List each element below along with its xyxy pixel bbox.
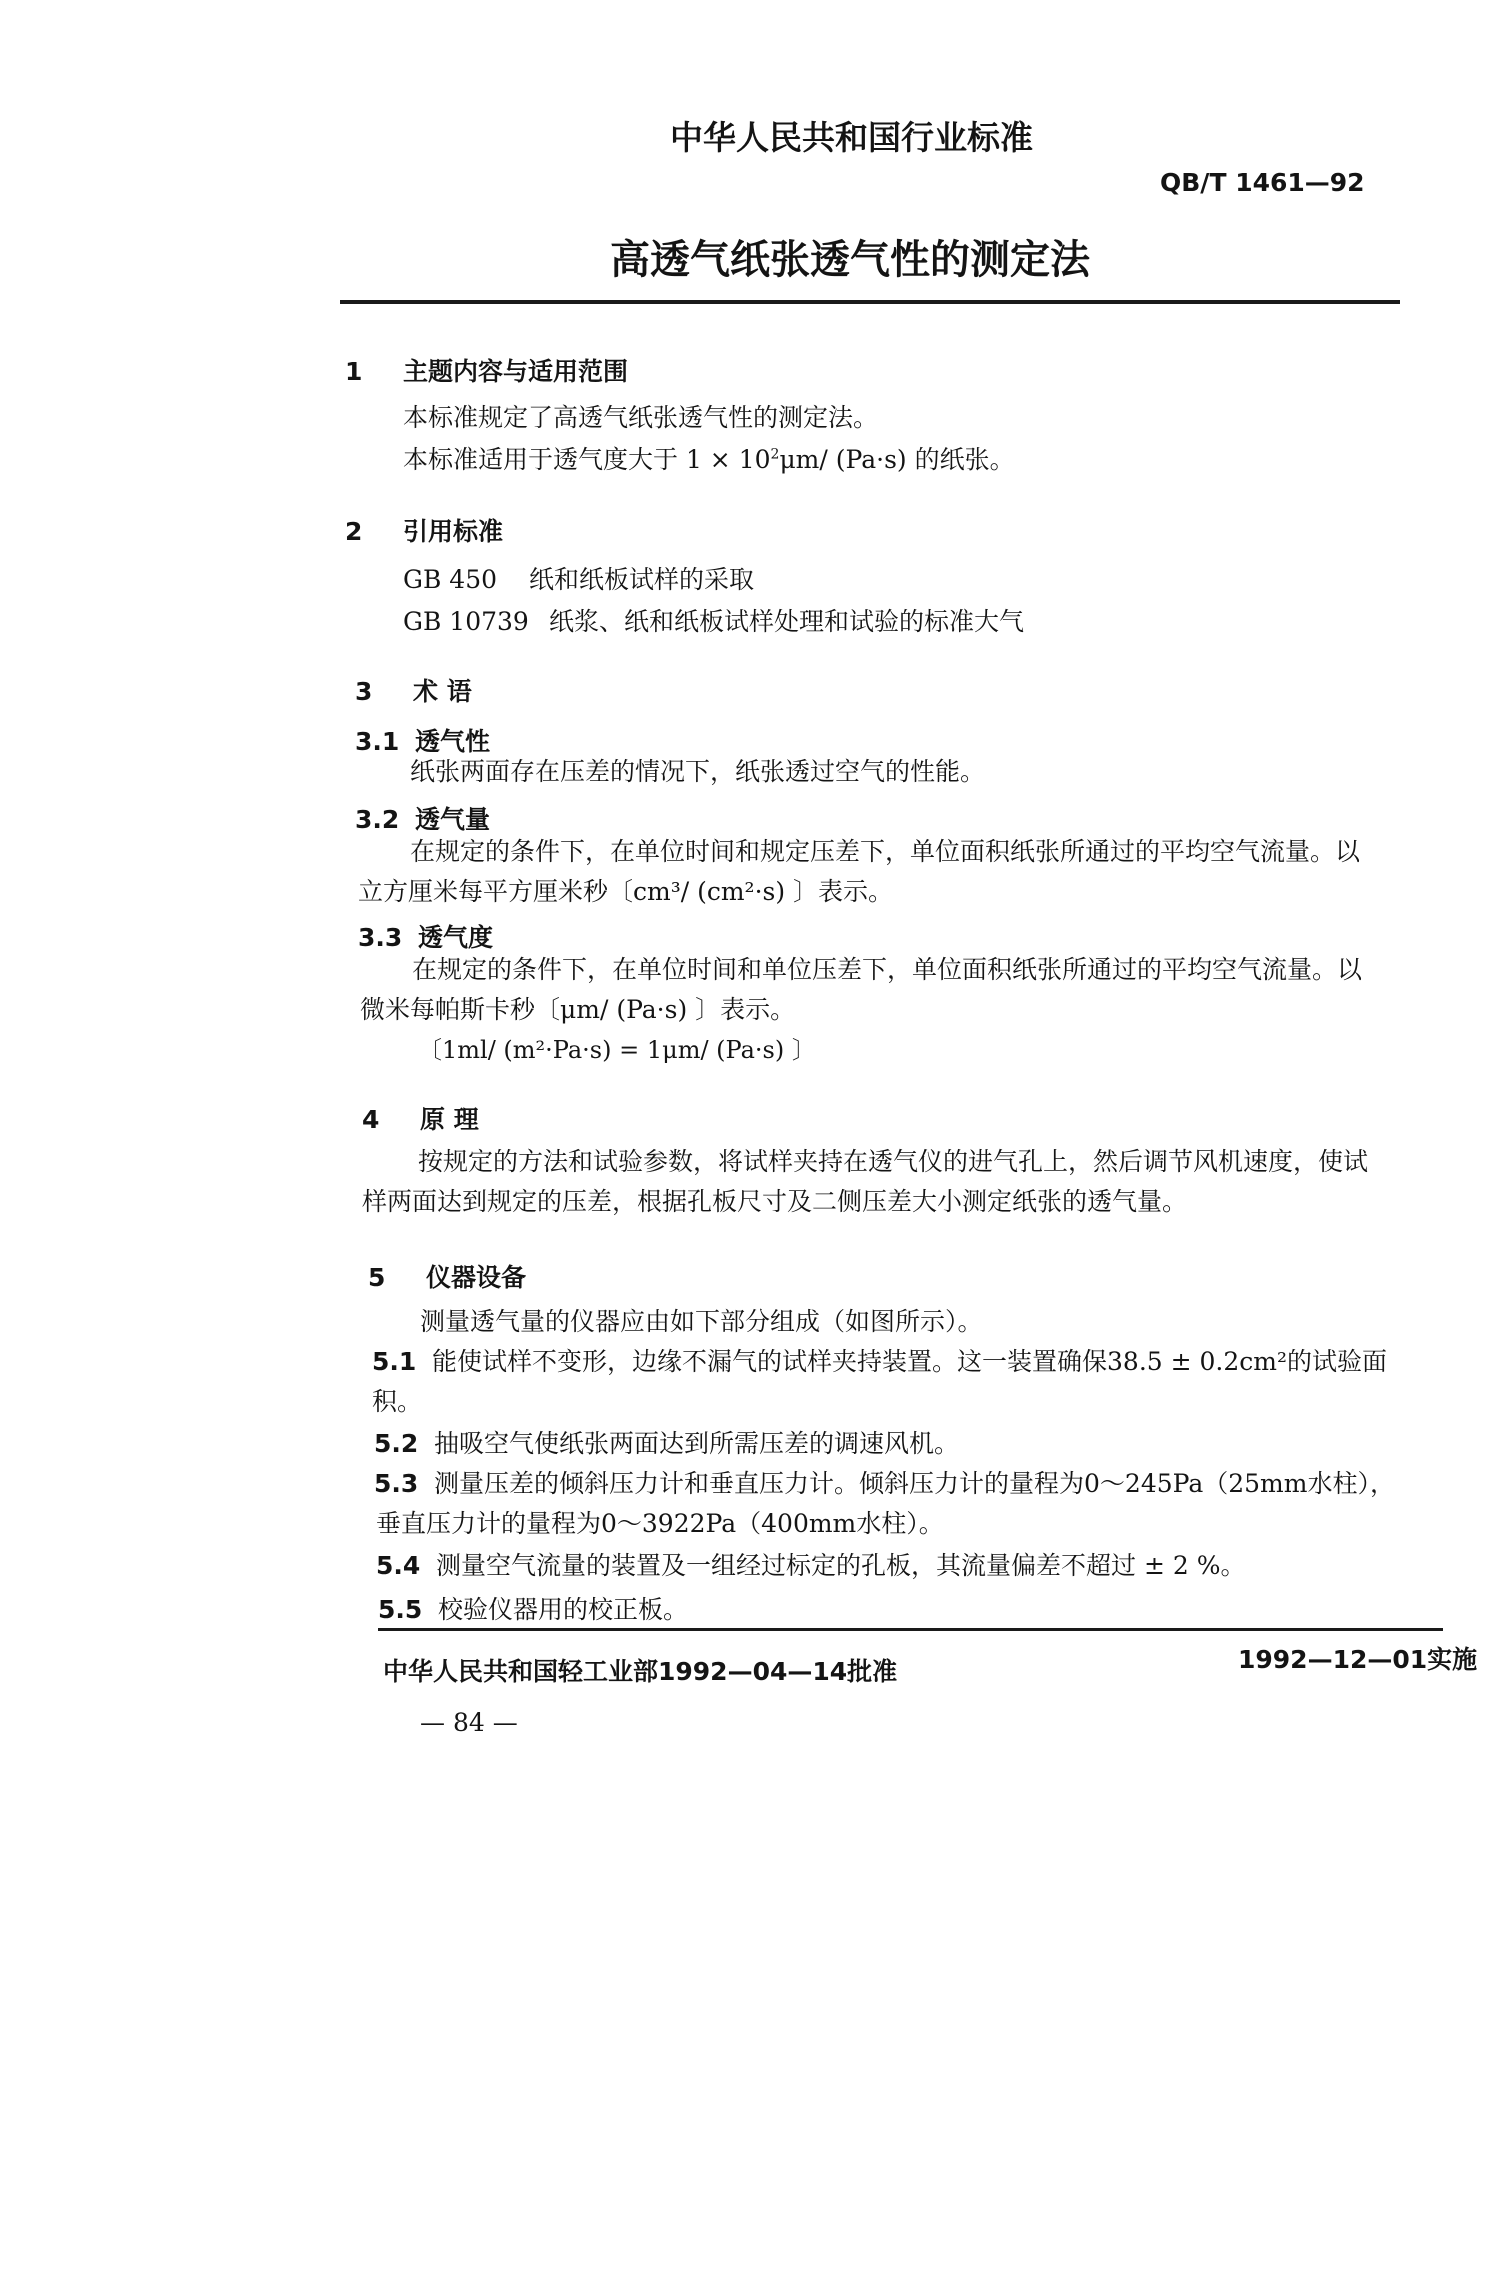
- item-5-1-line-2: 积。: [372, 1387, 423, 1416]
- term-3-1-heading: 3.1 透气性: [355, 727, 491, 756]
- term-3-2-heading: 3.2 透气量: [355, 805, 491, 834]
- term-3-3-definition-line-1: 在规定的条件下，在单位时间和单位压差下，单位面积纸张所通过的平均空气流量。以: [412, 955, 1363, 984]
- title-divider: [340, 300, 1400, 304]
- term-3-3-unit-equivalence: 〔1ml/ (m²·Pa·s) = 1μm/ (Pa·s) 〕: [418, 1036, 816, 1064]
- item-5-5: 5.5 校验仪器用的校正板。: [378, 1595, 689, 1624]
- standard-code: QB/T 1461—92: [1160, 168, 1365, 197]
- section-4-paragraph-line-2: 样两面达到规定的压差，根据孔板尺寸及二侧压差大小测定纸张的透气量。: [362, 1187, 1188, 1216]
- section-4-heading: 4 原 理: [362, 1105, 479, 1134]
- term-3-2-definition-line-2: 立方厘米每平方厘米秒〔cm³/ (cm²·s) 〕表示。: [358, 877, 894, 906]
- item-5-4: 5.4 测量空气流量的装置及一组经过标定的孔板，其流量偏差不超过 ± 2 %。: [376, 1551, 1246, 1580]
- term-3-1-definition: 纸张两面存在压差的情况下，纸张透过空气的性能。: [410, 757, 986, 786]
- reference-item: GB 10739 纸浆、纸和纸板试样处理和试验的标准大气: [403, 607, 1025, 636]
- item-5-2: 5.2 抽吸空气使纸张两面达到所需压差的调速风机。: [374, 1429, 960, 1458]
- section-2-heading: 2 引用标准: [345, 517, 504, 546]
- section-5-heading: 5 仪器设备: [368, 1263, 527, 1292]
- document-title: 高透气纸张透气性的测定法: [610, 237, 1090, 283]
- section-3-heading: 3 术 语: [355, 677, 472, 706]
- section-1-paragraph-2: 本标准适用于透气度大于 $1 \times 10^2\mu m/$ (Pa·s) 的纸张。: [403, 445, 1015, 474]
- item-5-3-line-1: 5.3 测量压差的倾斜压力计和垂直压力计。倾斜压力计的量程为0～245Pa（25mm水柱），: [374, 1469, 1395, 1498]
- approval-statement: 中华人民共和国轻工业部1992—04—14批准: [383, 1657, 898, 1686]
- section-4-paragraph-line-1: 按规定的方法和试验参数，将试样夹持在透气仪的进气孔上，然后调节风机速度，使试: [418, 1147, 1369, 1176]
- section-5-intro: 测量透气量的仪器应由如下部分组成（如图所示）。: [420, 1307, 983, 1336]
- page-number: — 84 —: [420, 1708, 518, 1737]
- section-1-paragraph-1: 本标准规定了高透气纸张透气性的测定法。: [403, 403, 879, 432]
- item-5-3-line-2: 垂直压力计的量程为0～3922Pa（400mm水柱）。: [376, 1509, 944, 1538]
- term-3-3-definition-line-2: 微米每帕斯卡秒〔μm/ (Pa·s) 〕表示。: [360, 995, 796, 1024]
- section-1-heading: 1 主题内容与适用范围: [345, 357, 629, 386]
- issuing-organization: 中华人民共和国行业标准: [670, 118, 1033, 157]
- term-3-2-definition-line-1: 在规定的条件下，在单位时间和规定压差下，单位面积纸张所通过的平均空气流量。以: [410, 837, 1361, 866]
- effective-date: 1992—12—01实施: [1238, 1645, 1478, 1674]
- reference-item: GB 450 纸和纸板试样的采取: [403, 565, 755, 594]
- item-5-1-line-1: 5.1 能使试样不变形，边缘不漏气的试样夹持装置。这一装置确保38.5 ± 0.2cm²的试验面: [372, 1347, 1387, 1376]
- footer-divider: [378, 1628, 1443, 1631]
- term-3-3-heading: 3.3 透气度: [358, 923, 494, 952]
